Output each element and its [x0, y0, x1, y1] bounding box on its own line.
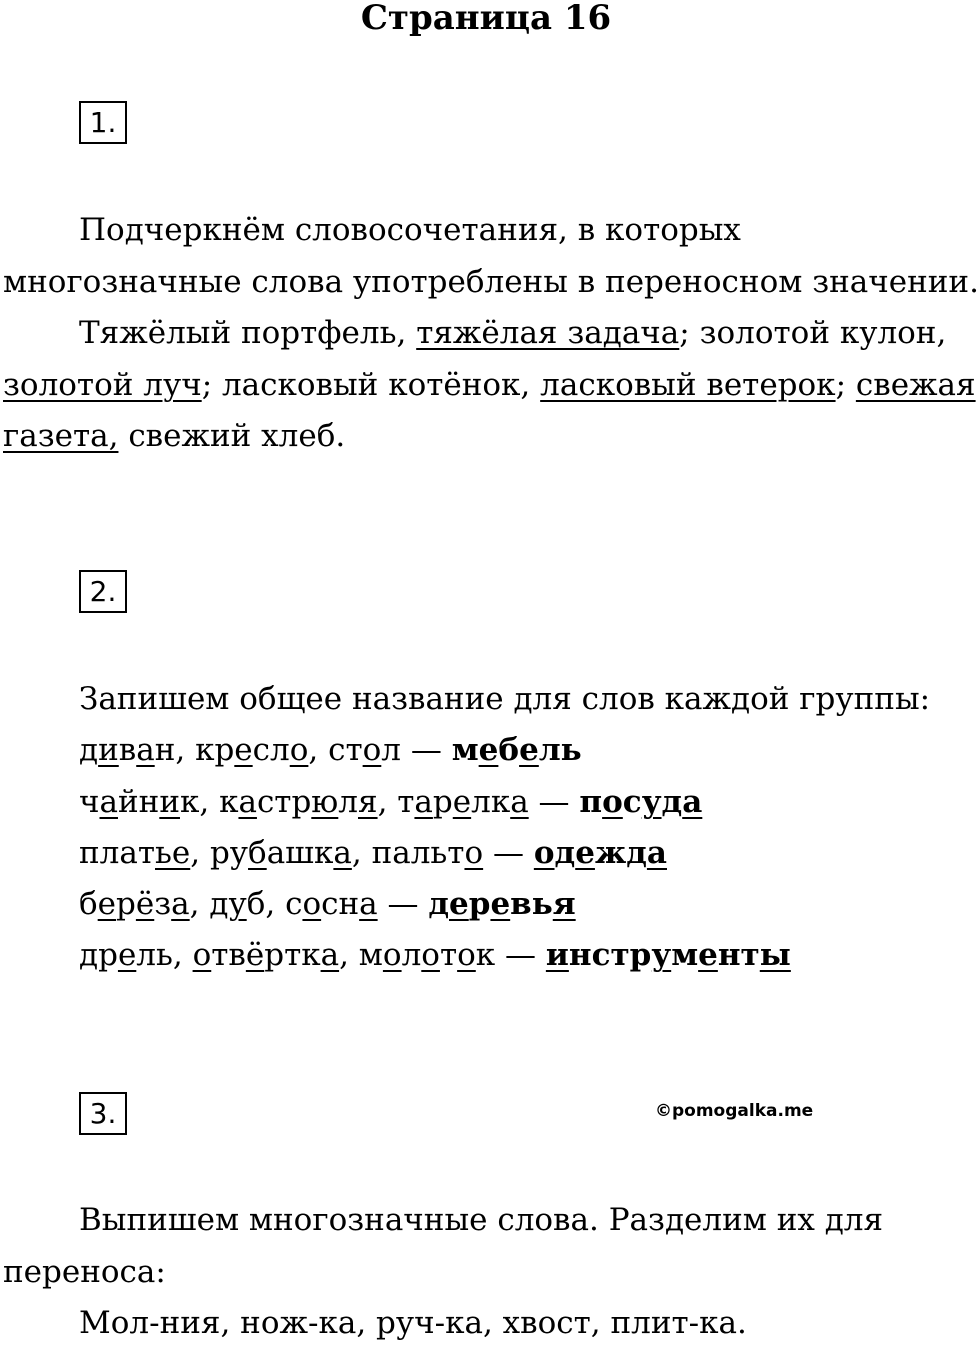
group-row-clothes [79, 827, 667, 879]
marked-letter: а [510, 784, 529, 820]
marked-letter: о [602, 784, 623, 820]
task-1-number: 1. [79, 101, 127, 144]
marked-letter: б [248, 835, 267, 871]
group-words [79, 732, 401, 768]
marked-letter: я [358, 784, 378, 820]
group-row-trees [79, 878, 576, 930]
group-answer [579, 784, 702, 820]
dash: — [377, 886, 429, 922]
dash: — [495, 937, 546, 973]
text-segment: вь [510, 886, 553, 922]
marked-letter: е [490, 886, 511, 922]
group-answer [428, 886, 575, 922]
task-3-line-1: Выпишем многозначные слова. Разделим их для [79, 1202, 884, 1238]
text-segment: сн [321, 886, 360, 922]
marked-letter: ё [135, 886, 155, 922]
group-row-tools [79, 929, 791, 981]
text-segment: т [439, 937, 458, 973]
text-segment: лк [471, 784, 511, 820]
marked-letter: е [97, 886, 117, 922]
group-answer [546, 937, 791, 973]
text-segment: н, кр [154, 732, 235, 768]
text-segment: тв [211, 937, 246, 973]
marked-letter: о [457, 937, 476, 973]
marked-letter: а [320, 937, 340, 973]
text-segment: , ру [190, 835, 249, 871]
group-words [79, 886, 378, 922]
marked-letter: я [552, 886, 576, 922]
text-segment: м [671, 937, 699, 973]
text-segment: др [79, 937, 118, 973]
task-1-line-1: Подчеркнём словосочетания, в которых [79, 212, 741, 248]
text-segment: ; ласковый котёнок, [201, 367, 541, 403]
text-segment: , ст [308, 732, 363, 768]
text-segment: р [468, 886, 491, 922]
dash: — [401, 732, 452, 768]
marked-letter: е [234, 732, 253, 768]
marked-letter: е [478, 732, 499, 768]
marked-letter: а [414, 784, 433, 820]
text-segment: плат [79, 835, 155, 871]
underlined-phrase: тяжёлая задача [416, 315, 680, 351]
marked-letter: а [682, 784, 703, 820]
text-segment: сл [252, 732, 290, 768]
text-segment: , м [339, 937, 383, 973]
group-answer [534, 835, 667, 871]
text-segment: ль, [136, 937, 193, 973]
text-segment: в [118, 732, 137, 768]
text-segment: р [116, 886, 136, 922]
text-segment: б [79, 886, 98, 922]
marked-letter: о [192, 937, 212, 973]
text-segment: п [579, 784, 603, 820]
task-1-line-3 [79, 307, 946, 359]
task-1-line-4 [3, 359, 976, 411]
text-segment: ашк [266, 835, 334, 871]
underlined-phrase: газета, [3, 418, 119, 454]
marked-letter: а [359, 886, 378, 922]
marked-letter: е [117, 937, 137, 973]
text-segment: ртк [264, 937, 321, 973]
text-segment: л [338, 784, 358, 820]
text-segment: д [79, 732, 99, 768]
underlined-phrase: ласковый ветерок [540, 367, 836, 403]
marked-letter: о [464, 835, 484, 871]
marked-letter: ё [245, 937, 265, 973]
marked-letter: о [289, 732, 309, 768]
text-segment: м [451, 732, 479, 768]
task-1-line-2: многозначные слова употреблены в переносном значении. [3, 264, 979, 300]
text-segment: ч [79, 784, 100, 820]
text-segment: з [154, 886, 172, 922]
text-segment: ; [835, 367, 856, 403]
marked-letter: ье [155, 835, 191, 871]
group-row-dishes [79, 776, 702, 828]
text-segment: с [622, 784, 642, 820]
text-segment: д [428, 886, 450, 922]
marked-letter: о [421, 937, 440, 973]
marked-letter: у [641, 784, 662, 820]
marked-letter: а [99, 784, 118, 820]
text-segment: , пальт [351, 835, 465, 871]
group-answer [452, 732, 582, 768]
underlined-phrase: золотой луч [3, 367, 202, 403]
text-segment: ; золотой кулон, [679, 315, 947, 351]
marked-letter: а [171, 886, 190, 922]
marked-letter: о [302, 886, 322, 922]
text-segment: д [554, 835, 576, 871]
text-segment: Тяжёлый портфель, [79, 315, 417, 351]
text-segment: б [498, 732, 520, 768]
task-3-number: 3. [79, 1092, 127, 1135]
watermark: ©pomogalka.me [655, 1101, 814, 1121]
group-words [79, 835, 483, 871]
marked-letter: у [228, 886, 247, 922]
text-segment: йн [117, 784, 160, 820]
page-title: Страница 16 [360, 0, 612, 38]
marked-letter: е [452, 784, 472, 820]
marked-letter: о [362, 732, 382, 768]
text-segment: нстр [568, 937, 652, 973]
task-2-intro: Запишем общее название для слов каждой группы: [79, 681, 931, 717]
marked-letter: а [646, 835, 667, 871]
text-segment: д [661, 784, 683, 820]
marked-letter: ы [759, 937, 791, 973]
marked-letter: е [698, 937, 718, 973]
text-segment: к [475, 937, 496, 973]
marked-letter: и [98, 732, 119, 768]
text-segment: жд [594, 835, 647, 871]
marked-letter: а [136, 732, 155, 768]
marked-letter: и [159, 784, 180, 820]
task-1-line-5 [3, 410, 345, 462]
text-segment: стр [256, 784, 312, 820]
task-3-line-3: Мол-ния, нож-ка, руч-ка, хвост, плит-ка. [79, 1305, 747, 1341]
dash: — [528, 784, 580, 820]
marked-letter: ю [311, 784, 339, 820]
group-words [79, 937, 495, 973]
text-segment: свежий хлеб. [118, 418, 346, 454]
group-row-furniture [79, 724, 582, 776]
text-segment: р [432, 784, 453, 820]
text-segment: л [401, 937, 422, 973]
task-2-number: 2. [79, 570, 127, 613]
marked-letter: о [533, 835, 555, 871]
underlined-phrase: свежая [855, 367, 976, 403]
marked-letter: о [382, 937, 402, 973]
marked-letter: е [519, 732, 539, 768]
marked-letter: и [545, 937, 569, 973]
group-words [79, 784, 529, 820]
text-segment: , д [189, 886, 229, 922]
text-segment: ль [538, 732, 582, 768]
marked-letter: у [651, 937, 672, 973]
text-segment: л [381, 732, 401, 768]
text-segment: к, к [179, 784, 239, 820]
marked-letter: а [333, 835, 352, 871]
marked-letter: а [238, 784, 257, 820]
task-3-line-2: переноса: [3, 1254, 166, 1290]
text-segment: , т [377, 784, 415, 820]
dash: — [483, 835, 534, 871]
marked-letter: е [575, 835, 595, 871]
marked-letter: е [449, 886, 469, 922]
text-segment: б, с [246, 886, 303, 922]
text-segment: нт [717, 937, 760, 973]
